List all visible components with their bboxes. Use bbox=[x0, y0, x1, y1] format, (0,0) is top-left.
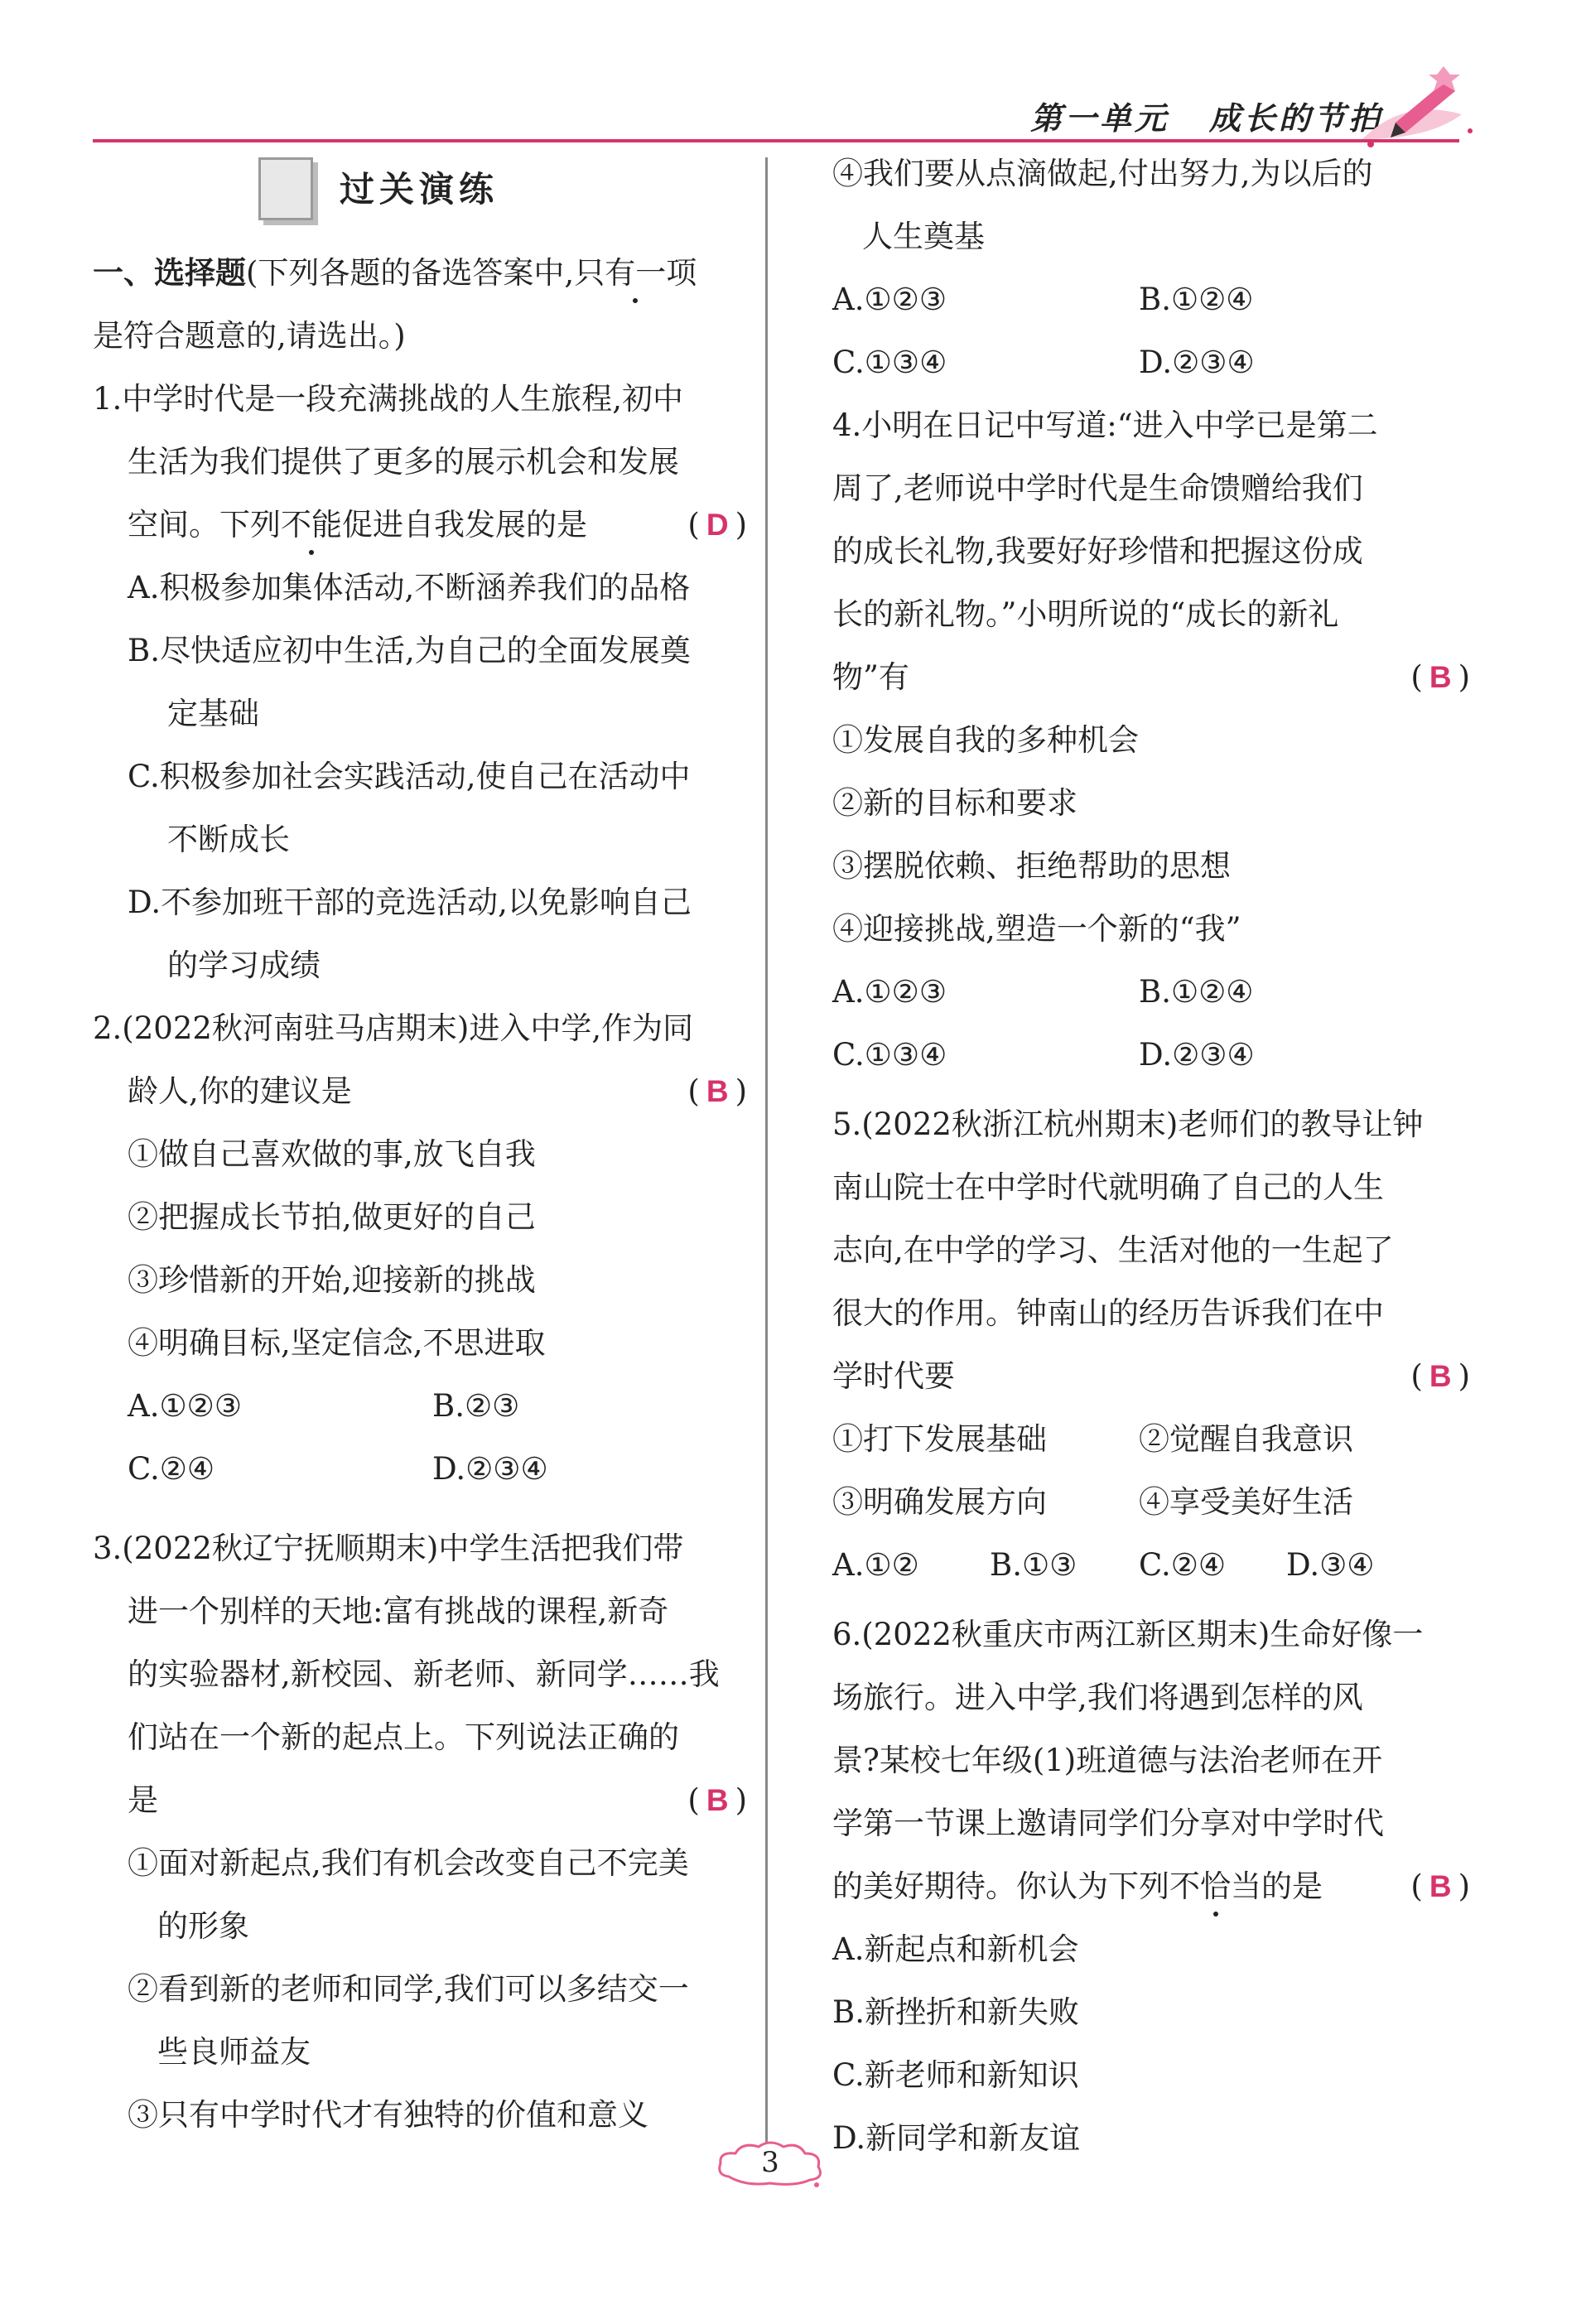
question-2-line: 2.(2022秋河南驻马店期末)进入中学,作为同 bbox=[93, 1010, 694, 1046]
question-6-line: 场旅行。进入中学,我们将遇到怎样的风 bbox=[832, 1680, 1363, 1715]
question-1-line: 生活为我们提供了更多的展示机会和发展 bbox=[128, 444, 679, 480]
answer-letter: B bbox=[1429, 1359, 1452, 1393]
question-3-line: 3.(2022秋辽宁抚顺期末)中学生活把我们带 bbox=[93, 1531, 684, 1566]
option-d-cont: 的学习成绩 bbox=[167, 947, 321, 983]
emphasis-text: 不恰当 bbox=[1169, 1862, 1261, 1912]
question-1-line: 空间。下列不能促进自我发展的是 ( D ) bbox=[93, 500, 747, 550]
statement: ③摆脱依赖、拒绝帮助的思想 bbox=[832, 848, 1231, 884]
option-a: A.①② bbox=[832, 1547, 919, 1583]
option-d: D.②③④ bbox=[1139, 1037, 1255, 1073]
option-d: D.③④ bbox=[1286, 1547, 1375, 1583]
statement: ②把握成长节拍,做更好的自己 bbox=[128, 1199, 536, 1235]
options-row bbox=[93, 1381, 747, 1431]
options-row bbox=[832, 1540, 1470, 1590]
question-6-line: 学第一节课上邀请同学们分享对中学时代 bbox=[832, 1806, 1384, 1841]
emphasis-text: 不能 bbox=[281, 500, 342, 550]
option-c: C.新老师和新知识 bbox=[832, 2057, 1079, 2093]
statement-cont: 的形象 bbox=[157, 1908, 249, 1944]
question-6-line: 景?某校七年级(1)班道德与法治老师在开 bbox=[832, 1743, 1383, 1778]
instructions-line-2: 是符合题意的,请选出。) bbox=[93, 318, 406, 354]
option-b: B.尽快适应初中生活,为自己的全面发展奠 bbox=[128, 633, 691, 668]
answer-slot: ( D ) bbox=[687, 507, 747, 542]
statement: ①面对新起点,我们有机会改变自己不完美 bbox=[128, 1845, 689, 1881]
answer-slot: ( B ) bbox=[1410, 659, 1470, 695]
options-row bbox=[93, 1444, 747, 1494]
unit-title: 成长的节拍 bbox=[1208, 99, 1383, 137]
statements-row bbox=[832, 1415, 1470, 1464]
statement: ④迎接挑战,塑造一个新的“我” bbox=[832, 911, 1241, 947]
answer-slot: ( B ) bbox=[1410, 1358, 1470, 1394]
question-4-line: 物”有 ( B ) bbox=[832, 653, 1470, 702]
question-3-line: 是 ( B ) bbox=[93, 1776, 747, 1825]
statement: ①打下发展基础 bbox=[832, 1421, 1047, 1457]
statement: ②觉醒自我意识 bbox=[1139, 1421, 1353, 1457]
option-a: A.新起点和新机会 bbox=[832, 1931, 1079, 1967]
statement: ③明确发展方向 bbox=[832, 1484, 1047, 1520]
page-footer bbox=[712, 2135, 828, 2193]
statement: ③只有中学时代才有独特的价值和意义 bbox=[128, 2097, 648, 2133]
question-5-line: 学时代要 ( B ) bbox=[832, 1352, 1470, 1401]
question-6-line: 6.(2022秋重庆市两江新区期末)生命好像一 bbox=[832, 1617, 1424, 1652]
option-d: D.新同学和新友谊 bbox=[832, 2120, 1081, 2156]
page-number: 3 bbox=[761, 2146, 779, 2179]
option-a: A.①②③ bbox=[832, 282, 947, 317]
left-column bbox=[93, 0, 747, 2324]
option-d: D.②③④ bbox=[432, 1451, 548, 1487]
statement: ③珍惜新的开始,迎接新的挑战 bbox=[128, 1262, 536, 1298]
options-row bbox=[832, 338, 1470, 388]
option-b: B.①②④ bbox=[1139, 282, 1254, 317]
emphasis-text: 只有一项 bbox=[574, 248, 697, 298]
options-row bbox=[832, 275, 1470, 325]
answer-slot: ( B ) bbox=[687, 1073, 747, 1109]
question-5-line: 5.(2022秋浙江杭州期末)老师们的教导让钟 bbox=[832, 1107, 1424, 1142]
options-row bbox=[832, 967, 1470, 1017]
option-b-cont: 定基础 bbox=[167, 696, 259, 731]
statement: ④明确目标,坚定信念,不思进取 bbox=[128, 1325, 546, 1361]
statement: ④我们要从点滴做起,付出努力,为以后的 bbox=[832, 156, 1373, 191]
statement: ①做自己喜欢做的事,放飞自我 bbox=[128, 1136, 536, 1172]
question-4-line: 长的新礼物。”小明所说的“成长的新礼 bbox=[832, 596, 1339, 632]
answer-slot: ( B ) bbox=[687, 1782, 747, 1818]
column-divider bbox=[765, 157, 768, 2153]
option-d: D.不参加班干部的竞选活动,以免影响自己 bbox=[128, 885, 692, 920]
question-6-line: 的美好期待。你认为下列不恰当的是 ( B ) bbox=[832, 1862, 1470, 1912]
answer-letter: D bbox=[706, 508, 729, 542]
option-b: B.新挫折和新失败 bbox=[832, 1994, 1079, 2030]
option-c: C.①③④ bbox=[832, 1037, 947, 1073]
statement: ②新的目标和要求 bbox=[832, 785, 1077, 821]
question-1-line: 1.中学时代是一段充满挑战的人生旅程,初中 bbox=[93, 381, 684, 417]
choice-heading: 一、选择题 bbox=[93, 255, 246, 291]
option-c: C.②④ bbox=[128, 1451, 215, 1487]
question-5-line: 很大的作用。钟南山的经历告诉我们在中 bbox=[832, 1295, 1384, 1331]
question-4-line: 周了,老师说中学时代是生命馈赠给我们 bbox=[832, 470, 1363, 506]
question-3-line: 们站在一个新的起点上。下列说法正确的 bbox=[128, 1719, 679, 1755]
option-c: C.①③④ bbox=[832, 345, 947, 380]
option-c-cont: 不断成长 bbox=[167, 822, 290, 857]
option-a: A.①②③ bbox=[832, 974, 947, 1010]
instructions-line-1: 一、选择题(下列各题的备选答案中,只有一项 bbox=[93, 248, 747, 298]
option-c: C.积极参加社会实践活动,使自己在活动中 bbox=[128, 759, 691, 794]
question-4-line: 的成长礼物,我要好好珍惜和把握这份成 bbox=[832, 533, 1363, 569]
question-5-line: 志向,在中学的学习、生活对他的一生起了 bbox=[832, 1232, 1394, 1268]
options-row bbox=[832, 1030, 1470, 1080]
option-d: D.②③④ bbox=[1139, 345, 1255, 380]
question-4-line: 4.小明在日记中写道:“进入中学已是第二 bbox=[832, 407, 1378, 443]
option-b: B.①③ bbox=[990, 1547, 1077, 1583]
statements-row bbox=[832, 1478, 1470, 1527]
answer-letter: B bbox=[706, 1074, 729, 1108]
statement: ②看到新的老师和同学,我们可以多结交一 bbox=[128, 1971, 689, 2007]
answer-letter: B bbox=[706, 1783, 729, 1817]
question-2-line: 龄人,你的建议是 ( B ) bbox=[93, 1067, 747, 1116]
question-5-line: 南山院士在中学时代就明确了自己的人生 bbox=[832, 1169, 1384, 1205]
question-3-line: 进一个别样的天地:富有挑战的课程,新奇 bbox=[128, 1594, 669, 1629]
answer-slot: ( B ) bbox=[1410, 1868, 1470, 1904]
option-b: B.②③ bbox=[432, 1388, 520, 1424]
statement: ④享受美好生活 bbox=[1139, 1484, 1353, 1520]
answer-letter: B bbox=[1429, 1869, 1452, 1903]
option-c: C.②④ bbox=[1139, 1547, 1227, 1583]
statement: ①发展自我的多种机会 bbox=[832, 722, 1139, 758]
question-3-line: 的实验器材,新校园、新老师、新同学……我 bbox=[128, 1656, 720, 1692]
right-column bbox=[832, 0, 1470, 2324]
statement-cont: 些良师益友 bbox=[157, 2034, 311, 2070]
option-b: B.①②④ bbox=[1139, 974, 1254, 1010]
answer-letter: B bbox=[1429, 660, 1452, 694]
option-a: A.①②③ bbox=[128, 1388, 242, 1424]
option-a: A.积极参加集体活动,不断涵养我们的品格 bbox=[128, 570, 691, 605]
section-title: 过关演练 bbox=[340, 169, 499, 210]
statement-cont: 人生奠基 bbox=[862, 219, 985, 254]
unit-label: 第一单元 bbox=[1029, 99, 1169, 137]
